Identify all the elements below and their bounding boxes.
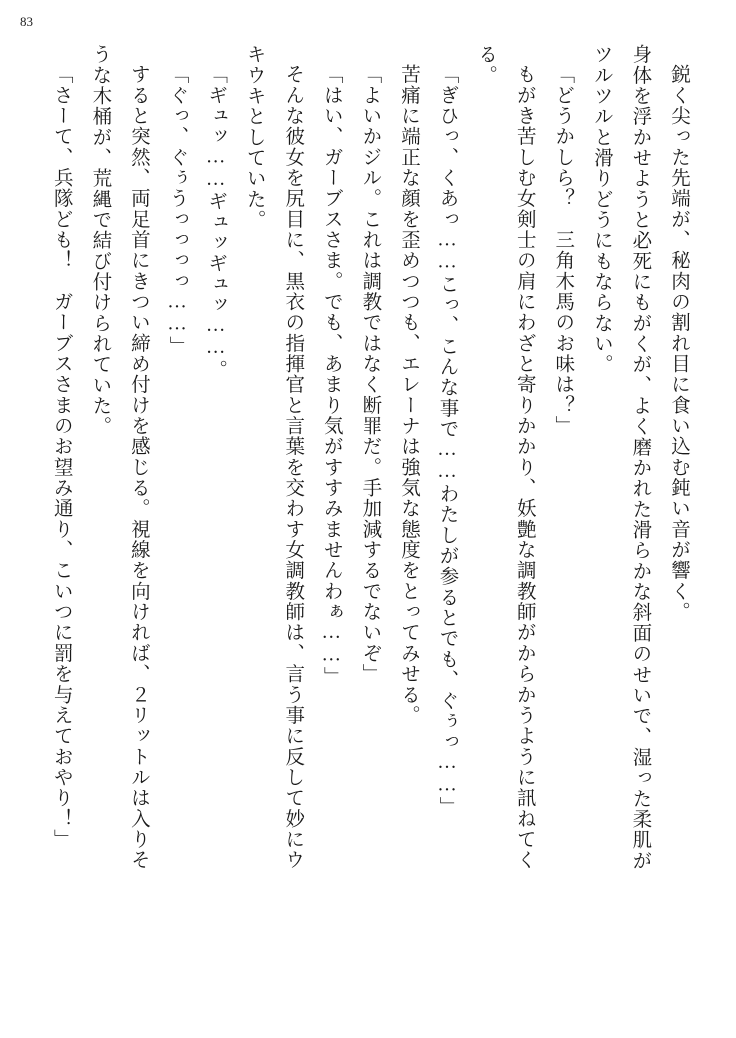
paragraph: うな木桶が、荒縄で結び付けられていた。 xyxy=(89,44,111,437)
paragraph: 身体を浮かせようと必死にもがくが、よく磨かれた滑らかな斜面のせいで、湿った柔肌が xyxy=(629,44,651,871)
page-number: 83 xyxy=(20,14,33,29)
paragraph: 「ぐっ、ぐぅうっっっっ……」 xyxy=(166,63,188,356)
paragraph: もがき苦しむ女剣士の肩にわざと寄りかかり、妖艶な調教師がからかうように訊ねてく xyxy=(513,63,535,870)
paragraph: そんな彼女を尻目に、黒衣の指揮官と言葉を交わす女調教師は、言う事に反して妙にウ xyxy=(282,63,304,870)
paragraph: 「はい、ガーブスさま。でも、あまり気がすすみませんわぁ……」 xyxy=(320,63,342,687)
paragraph: 「よいかジル。これは調教ではなく断罪だ。手加減するでないぞ」 xyxy=(359,63,381,684)
paragraph: 「ぎひっ、くあっ……こっ、こんな事で……わたしが参るとでも、ぐぅっ……」 xyxy=(436,63,458,817)
paragraph: ツルツルと滑りどうにもならない。 xyxy=(590,44,612,375)
paragraph: キウキとしていた。 xyxy=(243,44,265,231)
paragraph: 「ギュッ……ギュッギュッ……。 xyxy=(205,63,227,380)
paragraph: 鋭く尖った先端が、秘肉の割れ目に食い込む鈍い音が響く。 xyxy=(668,63,689,622)
paragraph: る。 xyxy=(475,44,497,86)
paragraph: 「さーて、兵隊ども！ ガーブスさまのお望み通り、こいつに罰を与えておやり！」 xyxy=(50,63,72,849)
body-text-block xyxy=(40,44,696,994)
paragraph: 「どうかしら？ 三角木馬のお味は？」 xyxy=(552,63,574,436)
paragraph: 苦痛に端正な顔を歪めつつも、エレーナは強気な態度をとってみせる。 xyxy=(397,63,419,725)
paragraph: すると突然、両足首にきつい締め付けを感じる。視線を向ければ、２リットルは入りそ xyxy=(127,63,149,870)
